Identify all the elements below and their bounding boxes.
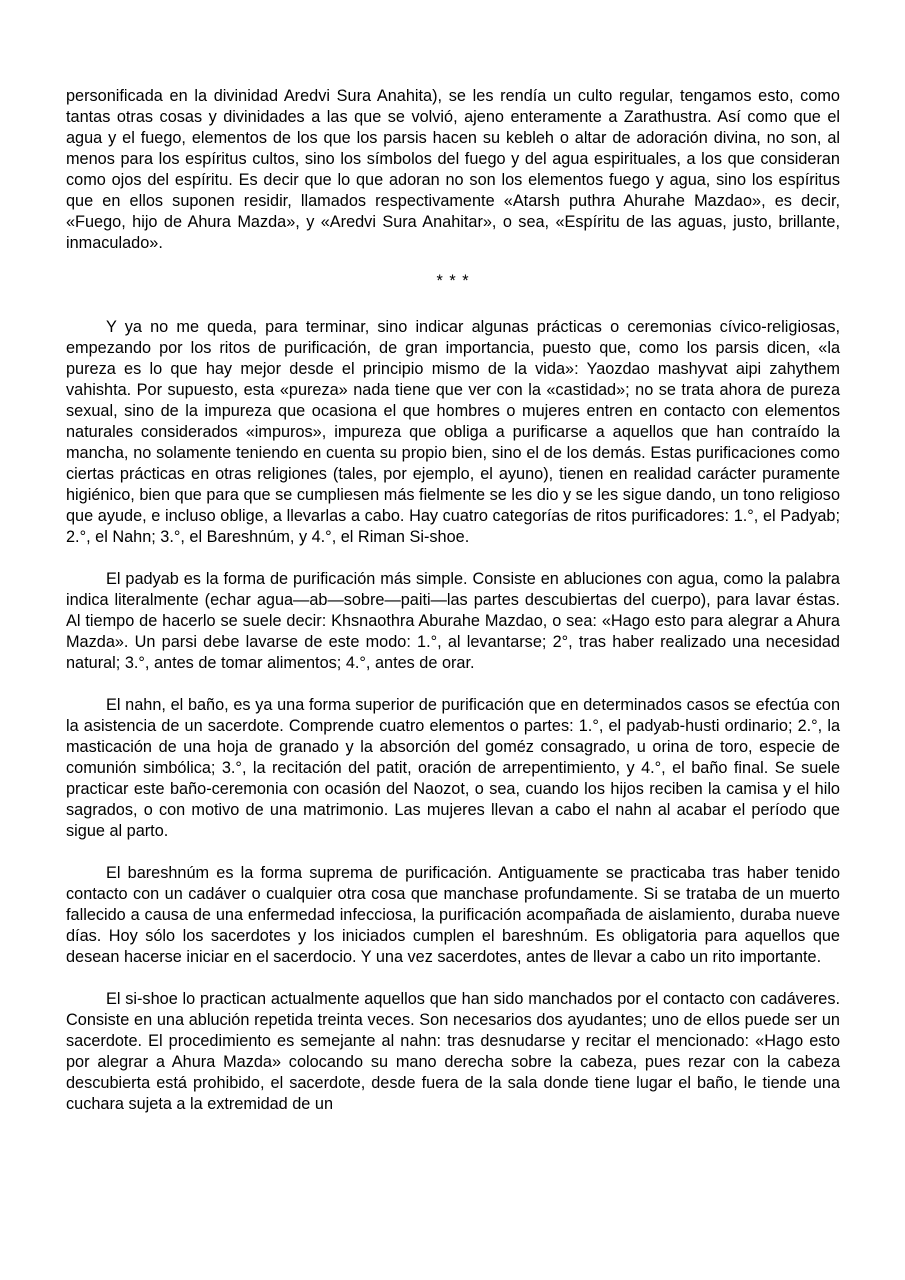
paragraph-2: Y ya no me queda, para terminar, sino indicar algunas prácticas o ceremonias cívico-religiosas, empezando por los ritos de purificación, de gran importancia, puesto que, como los parsis dicen, «la pureza es lo que hay mejor desde el principio mismo de la vida»: Yaozdao mashyvat aipi zahythem vahishta. Por supuesto, esta «pureza» nada tiene que ver con la «castidad»; no se trata ahora de pureza sexual, sino de la impureza que ocasiona el que hombres o mujeres entren en contacto con elementos naturales considerados «impuros», impureza que obliga a purificarse a aquellos que han contraído la mancha, no solamente teniendo en cuenta su propio bien, sino el de los demás. Estas purificaciones como ciertas prácticas en otras religiones (tales, por ejemplo, el ayuno), tienen en realidad carácter puramente higiénico, bien que para que se cumpliesen más fielmente se les dio y se les sigue dando, un tono religioso que ayude, e incluso oblige, a llevarlas a cabo. Hay cuatro categorías de ritos purificadores: 1.°, el Padyab; 2.°, el Nahn; 3.°, el Bareshnúm, y 4.°, el Riman Si-shoe. xyxy=(66,318,840,546)
paragraph-3: El padyab es la forma de purificación más simple. Consiste en abluciones con agua, como la palabra indica literalmente (echar agua—ab—sobre—paiti—las partes descubiertas del cuerpo), para lavar éstas. Al tiempo de hacerlo se suele decir: Khsnaothra Aburahe Mazdao, o sea: «Hago esto para alegrar a Ahura Mazda». Un parsi debe lavarse de este modo: 1.°, al levantarse; 2°, tras haber realizado una necesidad natural; 3.°, antes de tomar alimentos; 4.°, antes de orar. xyxy=(66,570,840,672)
paragraph-1: personificada en la divinidad Aredvi Sura Anahita), se les rendía un culto regular, tengamos esto, como tantas otras cosas y divinidades a las que se volvió, ajeno enteramente a Zarathustra. Así como que el agua y el fuego, elementos de los que los parsis hacen su kebleh o altar de adoración divina, no son, al menos para los espíritus cultos, sino los símbolos del fuego y del agua espirituales, a los que consideran como ojos del espíritu. Es decir que lo que adoran no son los elementos fuego y agua, sino los espíritus que en ellos suponen residir, llamados respectivamente «Atarsh puthra Ahurahe Mazdao», es decir, «Fuego, hijo de Ahura Mazda», y «Aredvi Sura Anahitar», o sea, «Espíritu de las aguas, justo, brillante, inmaculado». xyxy=(66,87,840,252)
section-separator: * * * xyxy=(436,272,470,290)
paragraph-6: El si-shoe lo practican actualmente aquellos que han sido manchados por el contacto con cadáveres. Consiste en una ablución repetida treinta veces. Son necesarios dos ayudantes; uno de ellos puede ser un sacerdote. El procedimiento es semejante al nahn: tras desnudarse y recitar el mencionado: «Hago esto por alegrar a Ahura Mazda» colocando su mano derecha sobre la cabeza, pues rezar con la cabeza descubierta está prohibido, el sacerdote, desde fuera de la sala donde tiene lugar el baño, le tiende una cuchara sujeta a la extremidad de un xyxy=(66,990,840,1113)
paragraph-5: El bareshnúm es la forma suprema de purificación. Antiguamente se practicaba tras haber tenido contacto con un cadáver o cualquier otra cosa que manchase profundamente. Si se trataba de un muerto fallecido a causa de una enfermedad infecciosa, la purificación acompañada de aislamiento, duraba nueve días. Hoy sólo los sacerdotes y los iniciados cumplen el bareshnúm. Es obligatoria para aquellos que desean hacerse iniciar en el sacerdocio. Y una vez sacerdotes, antes de llevar a cabo un rito importante. xyxy=(66,864,840,966)
document-page xyxy=(66,86,840,1115)
paragraph-4: El nahn, el baño, es ya una forma superior de purificación que en determinados casos se efectúa con la asistencia de un sacerdote. Comprende cuatro elementos o partes: 1.°, el padyab-husti ordinario; 2.°, la masticación de una hoja de granado y la absorción del goméz consagrado, u orina de toro, especie de comunión simbólica; 3.°, la recitación del patit, oración de arrepentimiento, y 4.°, el baño final. Se suele practicar este baño-ceremonia con ocasión del Naozot, o sea, cuando los hijos reciben la camisa y el hilo sagrados, o con motivo de una matrimonio. Las mujeres llevan a cabo el nahn al acabar el período que sigue al parto. xyxy=(66,696,840,840)
